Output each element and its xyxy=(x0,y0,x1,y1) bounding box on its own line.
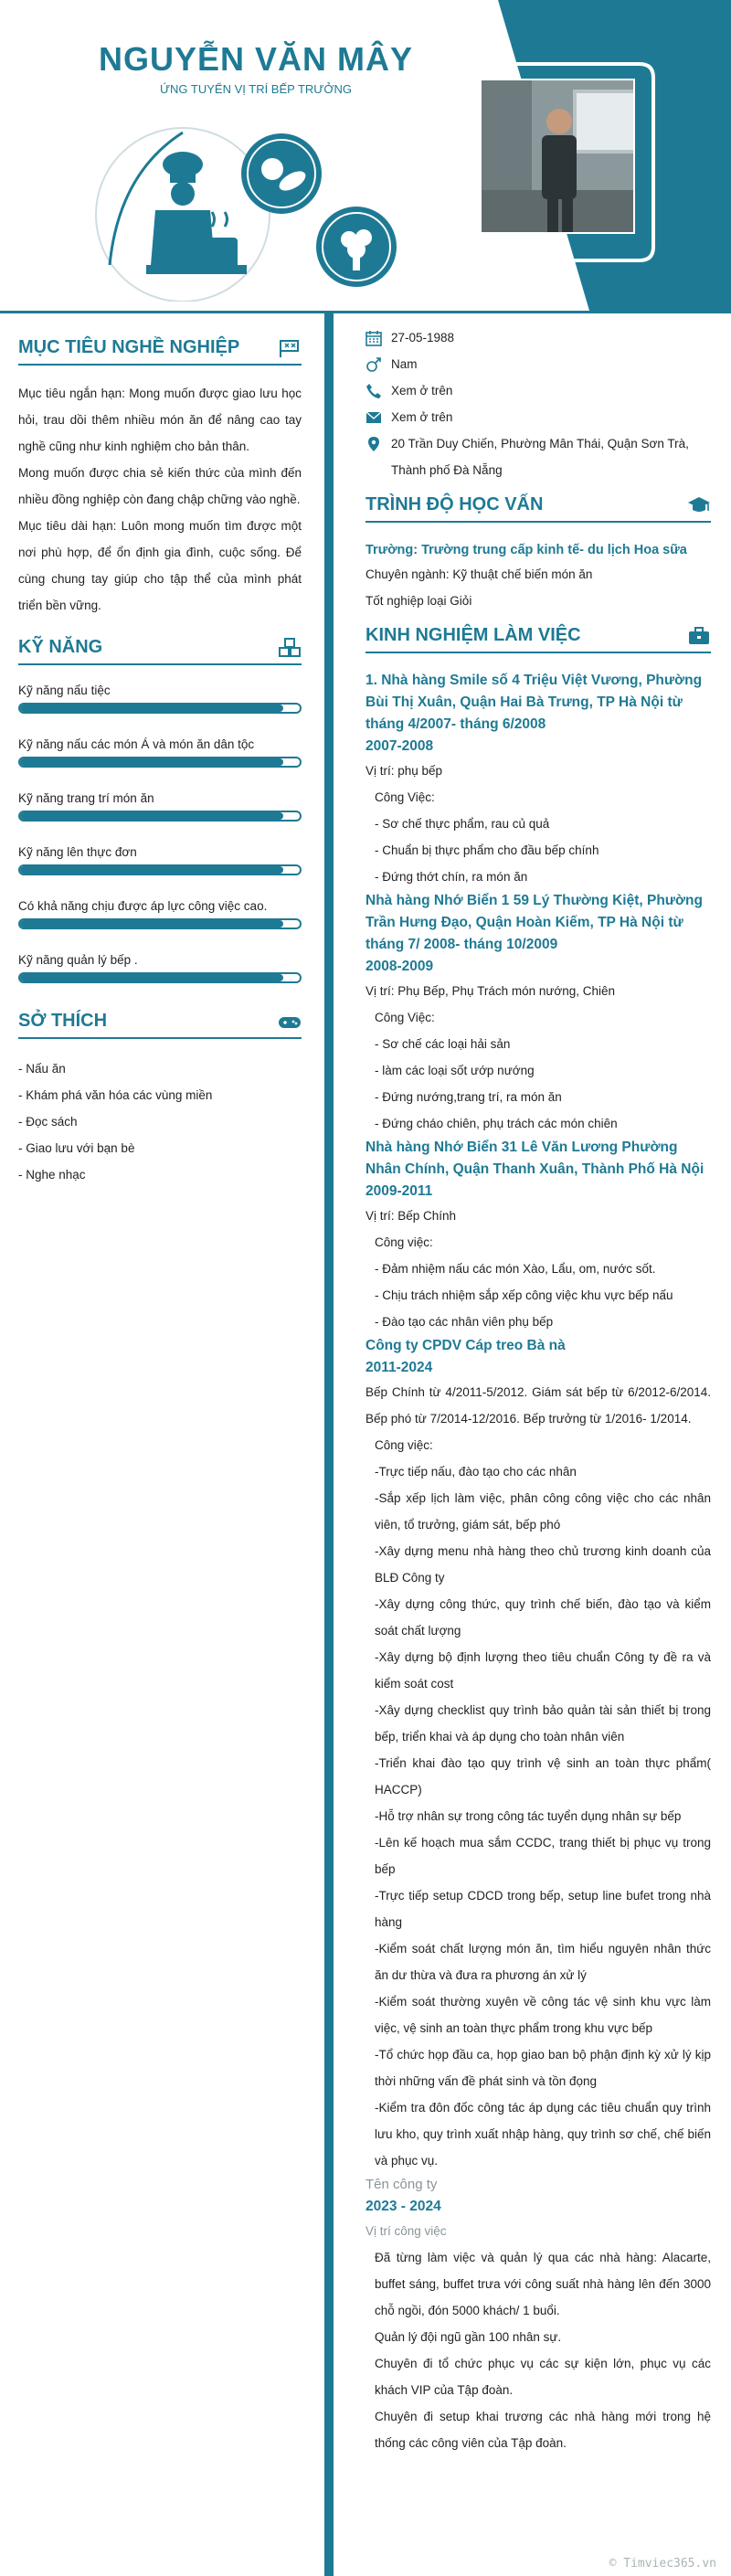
skill-item xyxy=(18,899,302,929)
job-item xyxy=(366,1137,711,1335)
job-work-label: Công việc: xyxy=(375,1235,433,1249)
skill-bar-fill xyxy=(20,866,283,874)
skill-bar xyxy=(18,864,302,875)
job-item-extra xyxy=(366,2174,711,2456)
skill-label: Kỹ năng lên thực đơn xyxy=(18,845,137,859)
job-position: Vị trí: Bếp Chính xyxy=(366,1209,457,1223)
applied-position: ỨNG TUYỂN VỊ TRÍ BẾP TRƯỞNG xyxy=(159,82,353,96)
objective-section-title: MỤC TIÊU NGHỀ NGHIỆP xyxy=(18,337,302,366)
extra-position-placeholder: Vị trí công việc xyxy=(366,2224,447,2238)
job-position: Vị trí: phụ bếp xyxy=(366,764,443,778)
skill-bar xyxy=(18,757,302,768)
hobby-item: - Khám phá văn hóa các vùng miền xyxy=(18,1088,213,1102)
job-task: - Đứng nướng,trang trí, ra món ăn xyxy=(375,1090,562,1104)
skill-label: Kỹ năng nấu các món Á và món ăn dân tộc xyxy=(18,737,255,751)
gender-icon xyxy=(366,356,382,373)
job-task: -Xây dựng công thức, quy trình chế biến, đào tạo và kiểm soát chất lượng xyxy=(375,1597,711,1638)
experience-section-title: KINH NGHIỆM LÀM VIỆC xyxy=(366,625,711,653)
hobbies-section-title: SỞ THÍCH xyxy=(18,1011,302,1039)
email-value: Xem ở trên xyxy=(391,410,453,424)
hobby-item: - Đọc sách xyxy=(18,1115,78,1129)
job-task: -Kiểm soát chất lượng món ăn, tìm hiểu nguyên nhân thức ăn dư thừa và đưa ra phương án xử lý xyxy=(375,1942,711,1982)
extra-company-placeholder: Tên công ty xyxy=(366,2177,438,2192)
cubes-icon xyxy=(278,638,302,658)
job-task: -Xây dựng checklist quy trình bảo quản tài sản thiết bị trong bếp, triển khai và áp dụng cho toàn nhân viên xyxy=(375,1703,711,1744)
skill-bar xyxy=(18,972,302,983)
dob-row xyxy=(366,324,711,351)
objective-long-term: Mục tiêu dài hạn: Luôn mong muốn tìm được một nơi phù hợp, để ổn định gia đình, cuộc sống. Để cùng chung tay giúp cho tập thể của mình phát triển bền vững. xyxy=(18,519,302,612)
education-section-title: TRÌNH ĐỘ HỌC VẤN xyxy=(366,494,711,523)
job-work-label: Công Việc: xyxy=(375,1011,435,1024)
calendar-icon xyxy=(366,330,382,346)
footer-watermark: © Timviec365.vn xyxy=(609,2557,716,2571)
briefcase-icon xyxy=(687,626,711,646)
job-period: 2008-2009 xyxy=(366,959,434,974)
job-position: Vị trí: Phụ Bếp, Phụ Trách món nướng, Chiên xyxy=(366,984,616,998)
job-item xyxy=(366,670,711,890)
job-period: 2009-2011 xyxy=(366,1183,433,1199)
skill-label: Có khả năng chịu được áp lực công việc cao. xyxy=(18,899,268,913)
skill-bar xyxy=(18,703,302,714)
skill-bar-fill xyxy=(20,974,283,981)
job-task: -Kiểm soát thường xuyên về công tác vệ sinh khu vực làm việc, vệ sinh an toàn thực phẩm trong khu vực bếp xyxy=(375,1995,711,2035)
skill-label: Kỹ năng quản lý bếp . xyxy=(18,953,138,967)
job-position: Bếp Chính từ 4/2011-5/2012. Giám sát bếp từ 6/2012-6/2014. Bếp phó từ 7/2014-12/2016. Bếp trưởng từ 1/2016- 1/2014. xyxy=(366,1385,711,1426)
skill-bar-fill xyxy=(20,758,283,766)
skill-label: Kỹ năng nấu tiệc xyxy=(18,684,111,697)
job-task: - Chuẩn bị thực phẩm cho đầu bếp chính xyxy=(375,843,599,857)
job-task: -Sắp xếp lịch làm việc, phân công công việc cho các nhân viên, tổ trưởng, giám sát, bếp phó xyxy=(375,1491,711,1532)
hobby-item: - Nghe nhạc xyxy=(18,1168,86,1182)
job-item xyxy=(366,1335,711,2174)
phone-row xyxy=(366,377,711,404)
skill-bar xyxy=(18,811,302,822)
extra-line: Đã từng làm việc và quản lý qua các nhà hàng: Alacarte, buffet sáng, buffet trưa với công suất nhà hàng lên đến 3000 chỗ ngồi, đón 5000 khách/ 1 buổi. xyxy=(375,2251,711,2317)
extra-line: Quản lý đội ngũ gần 100 nhân sự. xyxy=(375,2330,562,2344)
skill-item xyxy=(18,684,302,714)
gender-row xyxy=(366,351,711,377)
phone-value: Xem ở trên xyxy=(391,384,453,398)
skill-bar xyxy=(18,918,302,929)
job-period: 2011-2024 xyxy=(366,1360,433,1375)
education-major: Chuyên ngành: Kỹ thuật chế biến món ăn xyxy=(366,567,593,581)
avatar xyxy=(480,79,635,234)
job-task: -Hỗ trợ nhân sự trong công tác tuyển dụng nhân sự bếp xyxy=(375,1809,682,1823)
job-task: - Sơ chế thực phẩm, rau củ quả xyxy=(375,817,550,831)
dob-value: 27-05-1988 xyxy=(391,331,455,345)
job-task: - Đảm nhiệm nấu các món Xào, Lẩu, om, nước sốt. xyxy=(375,1262,656,1276)
chef-illustration-icon xyxy=(91,119,420,302)
email-row xyxy=(366,404,711,430)
job-task: - Đứng thớt chín, ra món ăn xyxy=(375,870,528,884)
job-task: -Lên kế hoạch mua sắm CCDC, trang thiết bị phục vụ trong bếp xyxy=(375,1836,711,1876)
hobby-item: - Nấu ăn xyxy=(18,1062,66,1076)
job-work-label: Công việc: xyxy=(375,1438,433,1452)
skill-item xyxy=(18,791,302,822)
job-task: - làm các loại sốt ướp nướng xyxy=(375,1064,535,1077)
skill-bar-fill xyxy=(20,920,283,928)
gender-value: Nam xyxy=(391,357,418,371)
skill-bar-fill xyxy=(20,705,283,712)
skill-item xyxy=(18,953,302,983)
education-grade: Tốt nghiệp loại Giỏi xyxy=(366,594,472,608)
flag-icon xyxy=(278,338,302,358)
education-school: Trường: Trường trung cấp kinh tế- du lịch Hoa sữa xyxy=(366,543,687,557)
gamepad-icon xyxy=(278,1012,302,1032)
job-company: Công ty CPDV Cáp treo Bà nà xyxy=(366,1338,566,1353)
location-pin-icon xyxy=(366,436,382,452)
column-divider xyxy=(324,311,334,2576)
job-task: -Triển khai đào tạo quy trình vệ sinh an toàn thực phẩm( HACCP) xyxy=(375,1756,711,1797)
avatar-photo-icon xyxy=(482,80,635,234)
job-task: - Đứng cháo chiên, phụ trách các món chiên xyxy=(375,1117,618,1130)
left-column xyxy=(18,313,302,1188)
objective-short-term: Mục tiêu ngắn hạn: Mong muốn được giao lưu học hỏi, trau dồi thêm nhiều món ăn để nâng cao tay nghề cũng như kinh nghiệm cho bản thân. xyxy=(18,387,302,453)
job-task: -Trực tiếp setup CDCD trong bếp, setup line bufet trong nhà hàng xyxy=(375,1889,711,1929)
extra-line: Chuyên đi tổ chức phục vụ các sự kiện lớn, phục vụ các khách VIP của Tập đoàn. xyxy=(375,2357,711,2397)
job-work-label: Công Việc: xyxy=(375,790,435,804)
address-value: 20 Trần Duy Chiến, Phường Mân Thái, Quận Sơn Trà, Thành phố Đà Nẵng xyxy=(391,437,689,477)
extra-line: Chuyên đi setup khai trương các nhà hàng mới trong hệ thống các công viên của Tập đoàn. xyxy=(375,2410,711,2450)
skills-list xyxy=(18,684,302,983)
hobby-item: - Giao lưu với bạn bè xyxy=(18,1141,135,1155)
objective-share: Mong muốn được chia sẻ kiến thức của mình đến nhiều đồng nghiệp còn đang chập chững vào nghề. xyxy=(18,466,302,506)
job-item xyxy=(366,890,711,1137)
address-row xyxy=(366,430,711,483)
job-task: -Trực tiếp nấu, đào tạo cho các nhân xyxy=(375,1465,577,1479)
job-task: -Kiểm tra đôn đốc công tác áp dụng các tiêu chuẩn quy trình lưu kho, quy trình xuất nhập hàng, quy trình sơ chế, chế biến và phục vụ. xyxy=(375,2101,711,2168)
job-task: - Đào tạo các nhân viên phụ bếp xyxy=(375,1315,554,1329)
skill-item xyxy=(18,845,302,875)
job-task: - Chịu trách nhiệm sắp xếp công việc khu vực bếp nấu xyxy=(375,1288,673,1302)
skill-item xyxy=(18,737,302,768)
phone-icon xyxy=(366,383,382,399)
skills-section-title: KỸ NĂNG xyxy=(18,637,302,665)
job-period: 2007-2008 xyxy=(366,738,434,754)
email-icon xyxy=(366,409,382,426)
job-company: Nhà hàng Nhớ Biển 1 59 Lý Thường Kiệt, Phường Trần Hưng Đạo, Quận Hoàn Kiếm, TP Hà Nội từ tháng 7/ 2008- tháng 10/2009 xyxy=(366,893,703,952)
graduation-cap-icon xyxy=(687,495,711,515)
job-task: -Xây dựng menu nhà hàng theo chủ trương kinh doanh của BLĐ Công ty xyxy=(375,1544,711,1585)
job-task: -Xây dựng bộ định lượng theo tiêu chuẩn Công ty đề ra và kiểm soát cost xyxy=(375,1650,711,1691)
skill-bar-fill xyxy=(20,812,283,820)
extra-period: 2023 - 2024 xyxy=(366,2199,441,2214)
right-column xyxy=(366,313,711,2456)
job-task: -Tổ chức họp đầu ca, họp giao ban bộ phận định kỳ xử lý kịp thời những vấn đề phát sinh và tồn đọng xyxy=(375,2048,711,2088)
job-task: - Sơ chế các loại hải sản xyxy=(375,1037,511,1051)
candidate-name: NGUYỄN VĂN MÂY xyxy=(98,40,414,78)
job-company: 1. Nhà hàng Smile số 4 Triệu Việt Vương, Phường Bùi Thị Xuân, Quận Hai Bà Trưng, TP Hà Nội từ tháng 4/2007- tháng 6/2008 xyxy=(366,673,703,732)
job-company: Nhà hàng Nhớ Biển 31 Lê Văn Lương Phường Nhân Chính, Quận Thanh Xuân, Thành Phố Hà Nội xyxy=(366,1140,705,1177)
skill-label: Kỹ năng trang trí món ăn xyxy=(18,791,154,805)
